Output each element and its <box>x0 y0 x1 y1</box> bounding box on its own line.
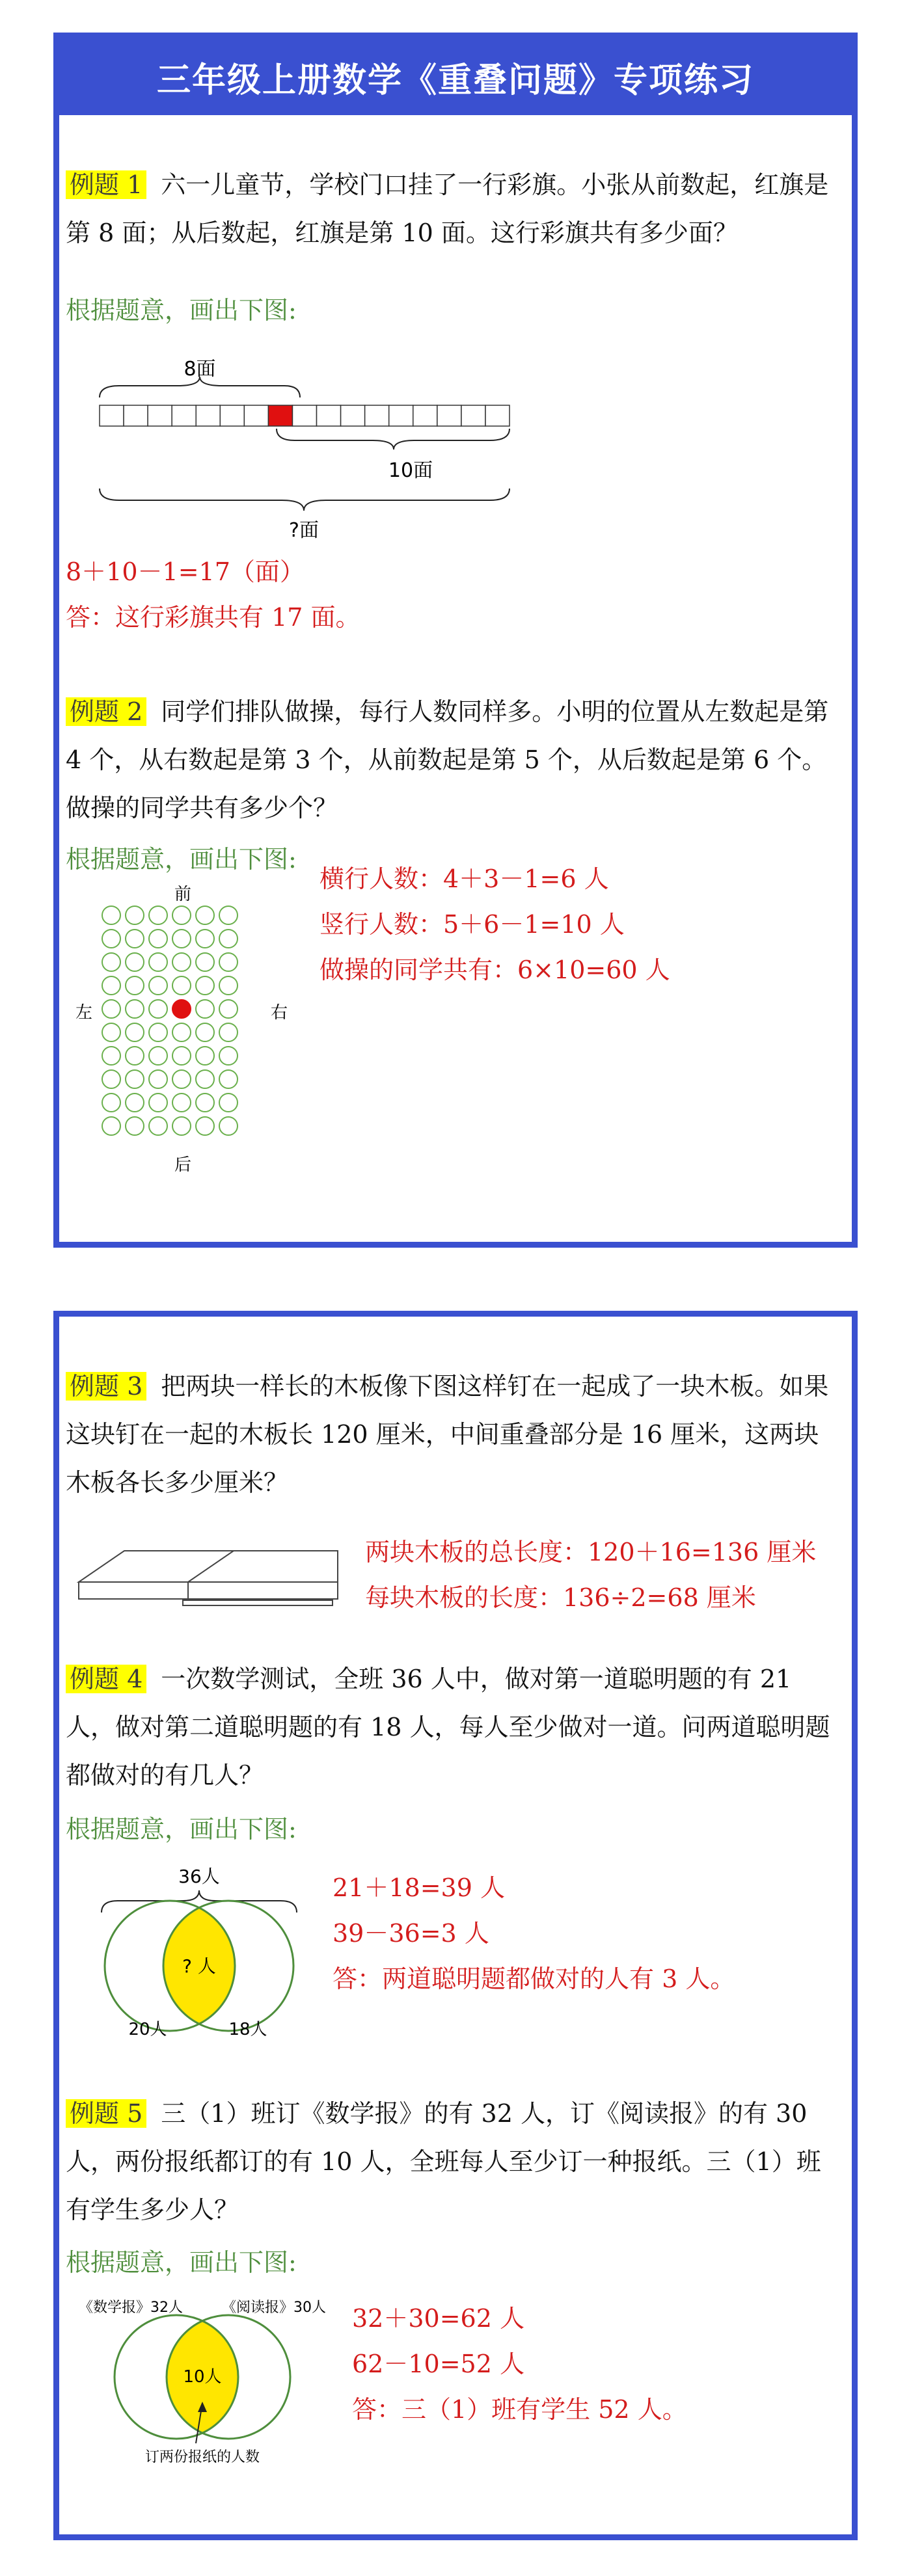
venn-right-label: 18人 <box>228 2020 267 2037</box>
queue-grid-diagram <box>72 879 320 1178</box>
flag-bottom-label: ?面 <box>289 519 319 542</box>
flag-row <box>100 405 510 426</box>
venn-diagram-newspapers <box>66 2292 352 2468</box>
student-dot <box>126 1000 144 1018</box>
example-4-label: 例题 4 <box>66 1665 146 1693</box>
student-dot <box>102 1047 120 1065</box>
example-1-hint: 根据题意，画出下图: <box>66 296 297 325</box>
xiaoming-position <box>172 1000 191 1018</box>
student-dot <box>126 1047 144 1065</box>
student-dot <box>126 1070 144 1088</box>
flag <box>413 405 437 426</box>
student-dot <box>196 1117 214 1135</box>
flag <box>124 405 148 426</box>
student-dot <box>126 976 144 995</box>
venn-left-label: 20人 <box>128 2020 167 2037</box>
flag <box>292 405 316 426</box>
venn-total-label: 36人 <box>178 1866 220 1887</box>
student-dot <box>196 976 214 995</box>
student-dot <box>219 1093 238 1112</box>
student-dot <box>172 1093 191 1112</box>
student-dot <box>149 953 167 971</box>
student-dot <box>126 1023 144 1041</box>
worksheet-panel-1 <box>53 33 858 1248</box>
example-4-question <box>59 1655 852 1799</box>
student-dot <box>149 930 167 948</box>
flag <box>196 405 220 426</box>
venn-overlap-label: ? 人 <box>182 1955 216 1977</box>
example-2-question <box>59 688 852 832</box>
flag <box>437 405 461 426</box>
student-dot <box>196 1000 214 1018</box>
student-dot <box>219 1023 238 1041</box>
flag-row-diagram <box>93 338 536 546</box>
example-3-answer-1: 两块木板的总长度：120＋16=136 厘米 <box>365 1538 817 1566</box>
student-dot <box>149 1093 167 1112</box>
example-2-label: 例题 2 <box>66 697 146 726</box>
red-flag <box>268 405 292 426</box>
student-dot <box>196 1070 214 1088</box>
example-1-label: 例题 1 <box>66 170 146 199</box>
example-3-answer-2: 每块木板的长度：136÷2=68 厘米 <box>365 1583 756 1612</box>
student-grid <box>102 906 238 1135</box>
student-dot <box>196 953 214 971</box>
student-dot <box>219 930 238 948</box>
student-dot <box>172 1023 191 1041</box>
example-5-answer-2: 62－10=52 人 <box>352 2350 524 2378</box>
student-dot <box>149 906 167 924</box>
example-4-hint: 根据题意，画出下图: <box>66 1815 297 1844</box>
venn-reading-paper-label: 《阅读报》30人 <box>222 2300 326 2316</box>
flag <box>389 405 413 426</box>
student-dot <box>102 1070 120 1088</box>
student-dot <box>126 930 144 948</box>
student-dot <box>172 1117 191 1135</box>
student-dot <box>102 1117 120 1135</box>
example-4-answer-1: 21＋18=39 人 <box>333 1873 505 1902</box>
grid-front-label: 前 <box>174 885 192 904</box>
student-dot <box>149 1047 167 1065</box>
example-1-question <box>59 161 852 257</box>
flag <box>317 405 341 426</box>
flag-top-label: 8面 <box>184 358 216 381</box>
grid-back-label: 后 <box>174 1155 192 1175</box>
student-dot <box>196 1023 214 1041</box>
example-2-answer-2: 竖行人数：5＋6－1=10 人 <box>320 910 625 939</box>
venn-papers-bottom-label: 订两份报纸的人数 <box>144 2449 260 2465</box>
venn-diagram-tests <box>92 1862 313 2037</box>
flag <box>148 405 172 426</box>
student-dot <box>219 1000 238 1018</box>
flag <box>172 405 196 426</box>
flag <box>244 405 268 426</box>
student-dot <box>126 1117 144 1135</box>
page-title: 三年级上册数学《重叠问题》专项练习 <box>59 38 852 115</box>
student-dot <box>219 1070 238 1088</box>
example-3-text: 把两块一样长的木板像下图这样钉在一起成了一块木板。如果这块钉在一起的木板长 120 厘米，中间重叠部分是 16 厘米，这两块木板各长多少厘米？ <box>66 1372 829 1497</box>
grid-right-label: 右 <box>270 1003 288 1023</box>
student-dot <box>102 930 120 948</box>
example-3-label: 例题 3 <box>66 1372 146 1401</box>
student-dot <box>102 906 120 924</box>
student-dot <box>219 906 238 924</box>
grid-left-label: 左 <box>75 1003 93 1023</box>
student-dot <box>126 1093 144 1112</box>
example-2-answer-3: 做操的同学共有：6×10=60 人 <box>320 956 670 984</box>
student-dot <box>102 953 120 971</box>
student-dot <box>219 976 238 995</box>
student-dot <box>196 930 214 948</box>
example-4-text: 一次数学测试，全班 36 人中，做对第一道聪明题的有 21 人，做对第二道聪明题的有 18 人，每人至少做对一道。问两道聪明题都做对的有几人？ <box>66 1665 830 1790</box>
student-dot <box>102 1093 120 1112</box>
student-dot <box>149 1117 167 1135</box>
student-dot <box>196 1093 214 1112</box>
example-1-answer-1: 8＋10－1=17（面） <box>66 557 305 586</box>
student-dot <box>149 1000 167 1018</box>
student-dot <box>196 1047 214 1065</box>
student-dot <box>102 1000 120 1018</box>
student-dot <box>219 1047 238 1065</box>
student-dot <box>172 976 191 995</box>
flag <box>341 405 365 426</box>
example-3-question <box>59 1362 852 1507</box>
worksheet-panel-2 <box>53 1311 858 2540</box>
example-1-answer-2: 答：这行彩旗共有 17 面。 <box>66 603 360 632</box>
example-2-hint: 根据题意，画出下图: <box>66 845 297 874</box>
flag-bottom-brace <box>100 489 510 511</box>
example-5-text: 三（1）班订《数学报》的有 32 人，订《阅读报》的有 30 人，两份报纸都订的有 10 人，全班每人至少订一种报纸。三（1）班有学生多少人？ <box>66 2099 821 2224</box>
example-2-text: 同学们排队做操，每行人数同样多。小明的位置从左数起是第 4 个，从右数起是第 3 个，从前数起是第 5 个，从后数起是第 6 个。做操的同学共有多少个？ <box>66 697 829 822</box>
wooden-boards-diagram <box>72 1526 352 1624</box>
student-dot <box>149 976 167 995</box>
student-dot <box>172 930 191 948</box>
flag <box>220 405 244 426</box>
student-dot <box>172 1047 191 1065</box>
student-dot <box>126 906 144 924</box>
example-1-text: 六一儿童节，学校门口挂了一行彩旗。小张从前数起，红旗是第 8 面；从后数起，红旗是第 10 面。这行彩旗共有多少面？ <box>66 170 829 247</box>
venn-papers-overlap-label: 10人 <box>183 2367 222 2387</box>
student-dot <box>219 953 238 971</box>
example-4-answer-3: 答：两道聪明题都做对的人有 3 人。 <box>333 1965 735 1993</box>
student-dot <box>172 953 191 971</box>
example-4-answer-2: 39－36=3 人 <box>333 1919 489 1948</box>
flag <box>461 405 485 426</box>
student-dot <box>102 1023 120 1041</box>
flag-right-label: 10面 <box>388 459 433 482</box>
student-dot <box>102 976 120 995</box>
student-dot <box>196 906 214 924</box>
flag-right-brace <box>277 429 510 449</box>
student-dot <box>149 1070 167 1088</box>
student-dot <box>172 906 191 924</box>
example-5-answer-3: 答：三（1）班有学生 52 人。 <box>352 2395 687 2424</box>
student-dot <box>219 1117 238 1135</box>
example-5-hint: 根据题意，画出下图: <box>66 2248 297 2277</box>
example-5-label: 例题 5 <box>66 2099 146 2128</box>
student-dot <box>126 953 144 971</box>
flag <box>485 405 510 426</box>
venn-math-paper-label: 《数学报》32人 <box>79 2300 183 2316</box>
flag <box>365 405 389 426</box>
flag <box>100 405 124 426</box>
example-5-answer-1: 32＋30=62 人 <box>352 2304 524 2333</box>
student-dot <box>149 1023 167 1041</box>
example-2-answer-1: 横行人数：4＋3－1=6 人 <box>320 865 609 893</box>
example-5-question <box>59 2089 852 2234</box>
student-dot <box>172 1070 191 1088</box>
